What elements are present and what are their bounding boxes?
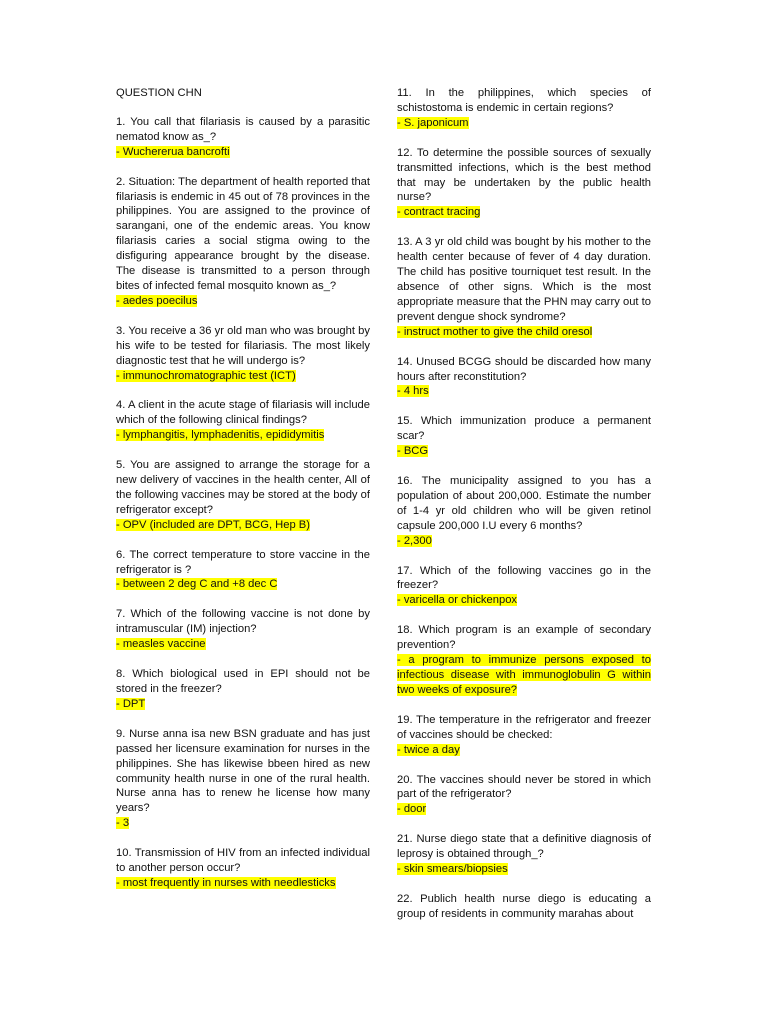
question-18 (397, 623, 651, 698)
question-15 (397, 414, 651, 459)
highlighted-answer: - a program to immunize persons exposed to infectious disease with immunoglobulin G within two weeks of exposure? (397, 654, 651, 696)
question-text: 8. Which biological used in EPI should not be stored in the freezer? (116, 668, 370, 695)
highlighted-answer: - DPT (116, 697, 146, 710)
highlighted-answer: - BCG (397, 445, 429, 458)
question-text: 7. Which of the following vaccine is not done by intramuscular (IM) injection? (116, 608, 370, 636)
question-text: 21. Nurse diego state that a definitive diagnosis of leprosy is obtained through_? (397, 833, 651, 861)
question-text: 17. Which of the following vaccines go in the freezer? (397, 564, 651, 592)
question-text: 15. Which immunization produce a permanent scar? (397, 415, 651, 443)
question-3 (116, 324, 370, 384)
highlighted-answer: - most frequently in nurses with needlesticks (116, 876, 336, 889)
question-22 (397, 892, 651, 922)
question-17 (397, 564, 651, 609)
question-4 (116, 398, 370, 443)
question-text: 6. The correct temperature to store vaccine in the refrigerator is ? (116, 548, 370, 576)
highlighted-answer: - 4 hrs (397, 385, 429, 398)
highlighted-answer: - twice a day (397, 743, 460, 756)
question-16 (397, 474, 651, 549)
highlighted-answer: - S. japonicum (397, 116, 469, 129)
question-6 (116, 548, 370, 593)
question-text: 4. A client in the acute stage of filariasis will include which of the following clinical findings? (116, 399, 370, 427)
question-10 (116, 846, 370, 891)
question-2 (116, 175, 370, 309)
question-text: 9. Nurse anna isa new BSN graduate and has just passed her licensure examination for nurses in the philippines. She has likewise bbeen hired as new community health nurse in one of the rural health. Nurse anna has to renew he license how many years? (116, 727, 370, 815)
highlighted-answer: - contract tracing (397, 206, 481, 219)
highlighted-answer: - Wuchererua bancrofti (116, 145, 230, 158)
highlighted-answer: - instruct mother to give the child oresol (397, 325, 593, 338)
question-5 (116, 458, 370, 533)
highlighted-answer: - 3 (116, 817, 130, 830)
question-text: 11. In the philippines, which species of schistostoma is endemic in certain regions? (397, 87, 651, 114)
highlighted-answer: - skin smears/biopsies (397, 863, 508, 876)
question-text: 13. A 3 yr old child was bought by his mother to the health center because of fever of 4 day duration. The child has positive tourniquet test result. In the absence of other signs. Which is the most appropriate measure that the PHN may carry out to prevent dengue shock syndrome? (397, 236, 651, 323)
question-text: 20. The vaccines should never be stored in which part of the refrigerator? (397, 773, 651, 801)
question-21 (397, 832, 651, 877)
highlighted-answer: - varicella or chickenpox (397, 594, 518, 607)
question-20 (397, 773, 651, 818)
question-text: 1. You call that filariasis is caused by a parasitic nematod know as_? (116, 115, 370, 143)
highlighted-answer: - between 2 deg C and +8 dec C (116, 578, 278, 591)
highlighted-answer: - 2,300 (397, 534, 432, 547)
question-text: 2. Situation: The department of health reported that filariasis is endemic in 45 out of 78 provinces in the philippines. You are assigned to the province of sarangani, one of the endemic areas. You know filariasis caries a social stigma owing to the disfiguring appearance brought by the disease. The disease is transmitted to a person through bites of infected femal mosquito known as_? (116, 175, 370, 292)
highlighted-answer: - lymphangitis, lymphadenitis, epididymitis (116, 429, 325, 442)
question-13 (397, 235, 651, 339)
highlighted-answer: - door (397, 803, 427, 816)
right-column (397, 86, 651, 937)
question-11 (397, 86, 651, 131)
question-text: 22. Publich health nurse diego is educating a group of residents in community marahas about (397, 892, 651, 920)
question-9 (116, 727, 370, 831)
question-19 (397, 713, 651, 758)
question-text: 12. To determine the possible sources of sexually transmitted infections, which is the best method that may be undertaken by the public health nurse? (397, 146, 651, 204)
question-1 (116, 115, 370, 160)
question-text: 5. You are assigned to arrange the storage for a new delivery of vaccines in the health center, All of the following vaccines may be stored at the body of refrigerator except? (116, 459, 370, 516)
highlighted-answer: - measles vaccine (116, 638, 206, 651)
document-heading: QUESTION CHN (116, 87, 202, 99)
question-text: 18. Which program is an example of secondary prevention? (397, 624, 651, 652)
left-column (116, 86, 370, 906)
question-text: 3. You receive a 36 yr old man who was brought by his wife to be tested for filariasis. The most likely diagnostic test that he will undergo is? (116, 324, 370, 367)
question-14 (397, 355, 651, 400)
highlighted-answer: - OPV (included are DPT, BCG, Hep B) (116, 518, 310, 531)
question-text: 10. Transmission of HIV from an infected individual to another person occur? (116, 847, 370, 875)
question-text: 19. The temperature in the refrigerator and freezer of vaccines should be checked: (397, 713, 651, 741)
question-7 (116, 607, 370, 652)
question-text: 16. The municipality assigned to you has a population of about 200,000. Estimate the number of 1-4 yr old children who will be given retinol capsule 200,000 I.U every 6 months? (397, 475, 651, 532)
question-8 (116, 667, 370, 712)
highlighted-answer: - aedes poecilus (116, 294, 198, 307)
highlighted-answer: - immunochromatographic test (ICT) (116, 369, 296, 382)
question-12 (397, 146, 651, 221)
question-text: 14. Unused BCGG should be discarded how many hours after reconstitution? (397, 355, 651, 383)
